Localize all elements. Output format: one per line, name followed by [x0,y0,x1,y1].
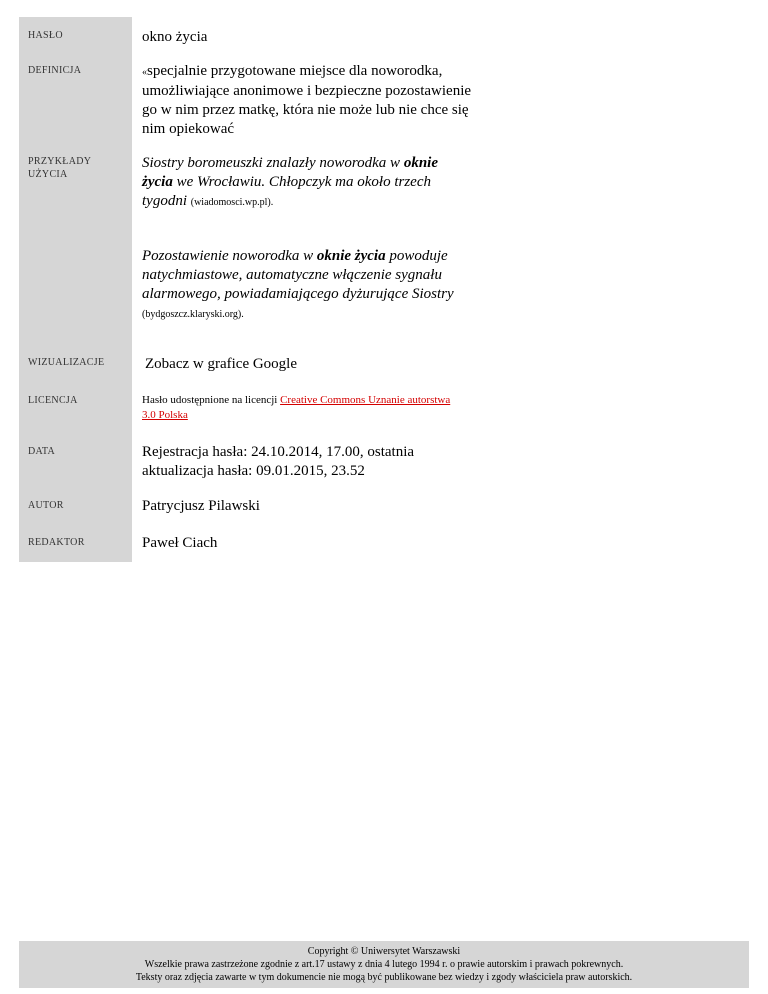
license [142,393,462,423]
definition-text: specjalnie przygotowane miejsce dla noworodka, umożliwiające anonimowe i bezpieczne pozostawienie go w nim przez matkę, która nie może lub nie chce się nim opiekować [142,63,472,137]
definition [142,62,482,139]
footer-line-3: Teksty oraz zdjęcia zawarte w tym dokumencie nie mogą być publikowane bez wiedzy i zgody właściciela praw autorskich. [135,972,633,983]
example-2 [142,247,457,324]
google-images-link[interactable]: Zobacz w grafice Google [145,356,298,372]
author: Patrycjusz Pilawski [142,498,260,514]
license-link[interactable]: Creative Commons Uznanie autorstwa 3.0 Polska [142,394,451,421]
label-haslo: HASŁO [28,30,63,41]
label-redaktor: REDAKTOR [28,537,85,548]
label-definicja: DEFINICJA [28,65,82,76]
license-text: Hasło udostępnione na licencji [142,394,281,406]
entry-term: okno życia [142,29,208,45]
footer-line-1: Copyright © Uniwersytet Warszawski [307,946,461,957]
example-2-source: (bydgoszcz.klaryski.org). [142,309,244,320]
label-wizualizacje: WIZUALIZACJE [28,357,105,368]
example-2-text: Pozostawienie noworodka w [142,248,317,264]
example-1-text-end: we Wrocławiu. Chłopczyk ma około trzech tygodni [142,174,431,209]
example-1-source: (wiadomosci.wp.pl). [190,197,274,208]
label-data: DATA [28,446,56,457]
dates: Rejestracja hasła: 24.10.2014, 17.00, ostatnia aktualizacja hasła: 09.01.2015, 23.52 [142,444,415,479]
label-column [19,17,132,562]
label-licencja: LICENCJA [28,395,78,406]
editor: Paweł Ciach [142,535,218,551]
example-1-text: Siostry boromeuszki znalazły noworodka w [142,155,404,171]
example-1 [142,154,452,212]
quote-mark: « [142,67,147,78]
example-2-text-end: powoduje natychmiastowe, automatyczne włączenie sygnału alarmowego, powiadamiającego dyżurujące Siostry [142,248,454,302]
copyright-footer [19,941,749,988]
label-przyklady: PRZYKŁADY UŻYCIA [28,156,91,180]
example-2-term: oknie życia [316,248,386,264]
example-1-term: oknie życia [142,155,438,190]
label-autor: AUTOR [28,500,64,511]
footer-line-2: Wszelkie prawa zastrzeżone zgodnie z art.17 ustawy z dnia 4 lutego 1994 r. o prawie autorskim i prawach pokrewnych. [144,959,624,970]
